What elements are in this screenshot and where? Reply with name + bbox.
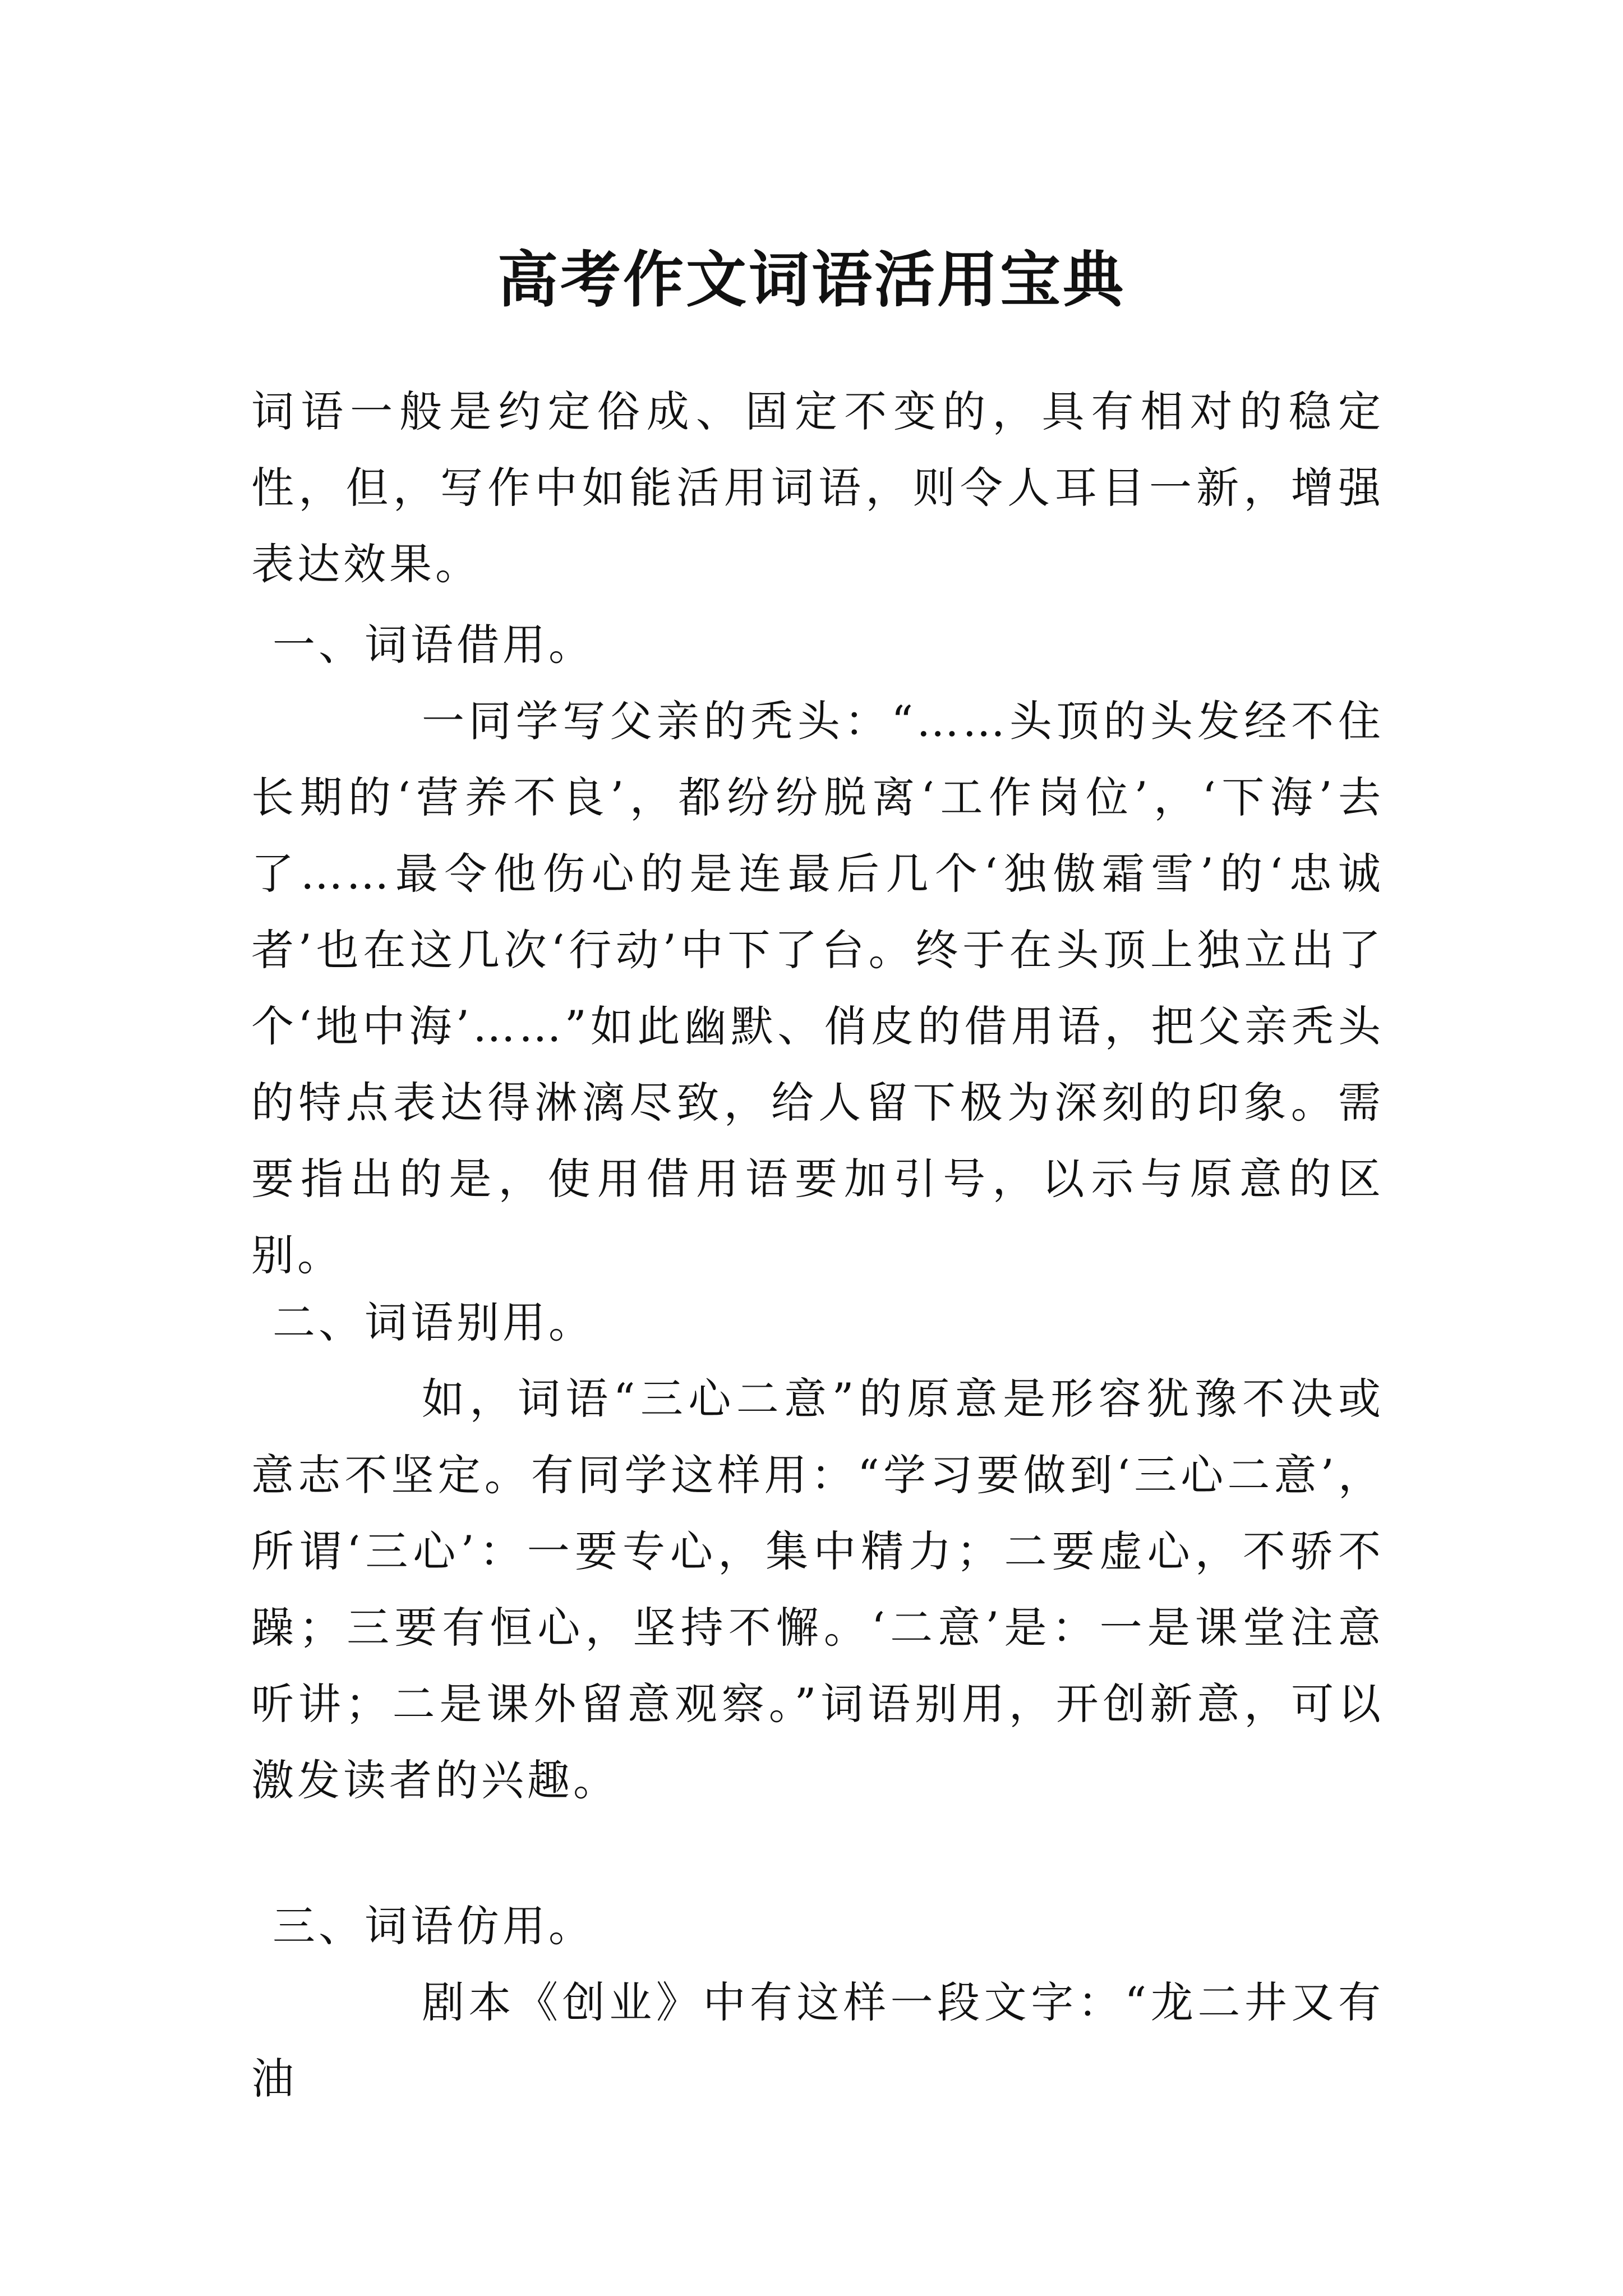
- section-1-heading: 一、词语借用。: [273, 620, 594, 670]
- intro-paragraph: 词语一般是约定俗成、固定不变的，具有相对的稳定性，但，写作中如能活用词语，则令人耳目一新，增强表达效果。: [251, 386, 1384, 589]
- section-1-paragraph: 一同学写父亲的秃头：“……头顶的头发经不住长期的‘营养不良’，都纷纷脱离‘工作岗位’，‘下海’去了……最令他伤心的是连最后几个‘独傲霜雪’的‘忠诚者’也在这几次‘行动’中下了台。终于在头顶上独立出了个‘地中海’……”如此幽默、俏皮的借用语，把父亲秃头的特点表达得淋漓尽致，给人留下极为深刻的印象。需要指出的是，使用借用语要加引号，以示与原意的区别。: [251, 696, 1384, 1280]
- document-title: 高考作文词语活用宝典: [497, 245, 1126, 316]
- section-3-paragraph: 剧本《创业》中有这样一段文字：“龙二井又有油: [251, 1977, 1384, 2104]
- section-3-heading: 三、词语仿用。: [273, 1901, 594, 1951]
- section-2-heading: 二、词语别用。: [273, 1297, 594, 1347]
- section-2-paragraph: 如，词语“三心二意”的原意是形容犹豫不决或意志不坚定。有同学这样用：“学习要做到‘三心二意’，所谓‘三心’：一要专心，集中精力；二要虚心，不骄不躁；三要有恒心，坚持不懈。‘二意’是：一是课堂注意听讲；二是课外留意观察。”词语别用，开创新意，可以激发读者的兴趣。: [251, 1374, 1384, 1805]
